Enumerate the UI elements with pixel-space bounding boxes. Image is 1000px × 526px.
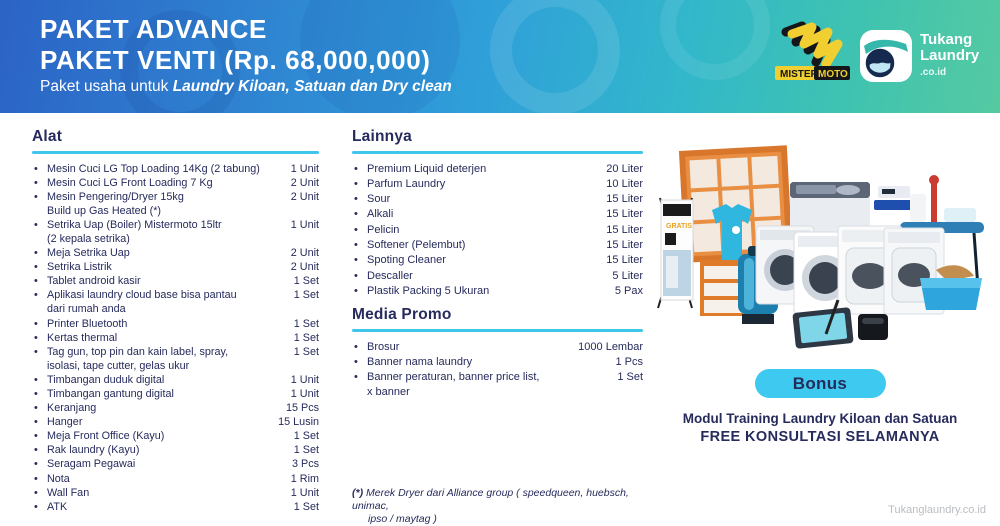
item-label: Mesin Cuci LG Top Loading 14Kg (2 tabung) (47, 162, 260, 175)
mistermoto-logo-icon (772, 20, 856, 86)
media-promo-item-list (352, 340, 643, 400)
bullet-icon: • (354, 162, 358, 175)
item-label: Parfum Laundry (367, 177, 446, 190)
section-lainnya (352, 128, 643, 299)
list-item (32, 260, 319, 274)
tukanglaundry-logo-icon (860, 30, 912, 82)
list-item (32, 443, 319, 457)
mistermoto-badge (775, 66, 850, 80)
bullet-icon: • (34, 388, 38, 400)
alat-item-list (32, 162, 319, 514)
subtitle-prefix: Paket usaha untuk (40, 78, 173, 95)
bullet-icon: • (34, 218, 38, 231)
section-alat (32, 128, 319, 514)
item-quantity: 2 Unit (290, 247, 319, 260)
item-label: Mesin Cuci LG Front Loading 7 Kg (47, 176, 213, 189)
item-quantity: 2 Unit (290, 261, 319, 274)
item-quantity: 1000 Lembar (578, 340, 643, 353)
bullet-icon: • (34, 416, 38, 429)
item-quantity: 15 Liter (606, 193, 643, 206)
bullet-icon: • (354, 193, 358, 206)
tukanglaundry-name-line2: Laundry (920, 46, 980, 64)
item-label: ATK (47, 500, 68, 513)
site-watermark: Tukanglaundry.co.id (888, 504, 986, 516)
section-rule (32, 151, 319, 154)
bullet-icon: • (34, 444, 38, 457)
list-item (32, 429, 319, 443)
bullet-icon: • (354, 284, 358, 297)
bullet-icon: • (34, 500, 38, 513)
item-label: Rak laundry (Kayu) (47, 444, 140, 457)
mistermoto-logo (772, 20, 856, 86)
item-quantity: 1 Unit (290, 218, 319, 231)
washer-door-decor-icon (490, 0, 620, 113)
list-item (32, 373, 319, 387)
bullet-icon: • (354, 177, 358, 190)
list-item (32, 288, 319, 316)
list-item (352, 269, 643, 284)
list-item (352, 284, 643, 299)
item-label: Seragam Pegawai (47, 458, 136, 471)
item-label: Timbangan gantung digital (47, 388, 174, 400)
list-item (32, 500, 319, 514)
list-item (352, 355, 643, 370)
item-quantity: 15 Liter (606, 238, 643, 251)
header-banner (0, 0, 1000, 113)
list-item (32, 176, 319, 190)
header-text-block (40, 14, 452, 96)
item-quantity: 3 Pcs (291, 458, 319, 471)
item-label: Setrika Uap (Boiler) Mistermoto 15ltr (2 kepala setrika) (47, 218, 222, 245)
bullet-icon: • (34, 162, 38, 175)
item-label: Banner nama laundry (367, 355, 473, 368)
bullet-icon: • (354, 238, 358, 251)
subtitle-emphasis: Laundry Kiloan, Satuan dan Dry clean (172, 78, 452, 95)
tukanglaundry-logo-text (920, 32, 979, 81)
item-label: Aplikasi laundry cloud base bisa pantau dari rumah anda (47, 289, 237, 316)
item-quantity: 1 Unit (290, 388, 319, 400)
item-quantity: 1 Unit (290, 162, 319, 175)
list-item (32, 401, 319, 415)
package-subtitle (40, 78, 452, 96)
item-label: Nota (47, 472, 70, 485)
item-quantity: 10 Liter (606, 177, 643, 190)
bullet-icon: • (34, 190, 38, 203)
bonus-text-line1: Modul Training Laundry Kiloan dan Satuan (682, 411, 958, 426)
section-alat-title: Alat (32, 128, 63, 145)
bullet-icon: • (354, 208, 358, 221)
section-lainnya-title: Lainnya (352, 128, 412, 145)
list-item (32, 345, 319, 373)
item-quantity: 1 Set (293, 317, 319, 330)
bullet-icon: • (354, 355, 358, 368)
footnote-marker: (*) (352, 487, 364, 499)
list-item (32, 472, 319, 486)
tukanglaundry-name-line1: Tukang (920, 30, 973, 48)
bullet-icon: • (34, 345, 38, 358)
bonus-badge: Bonus (755, 369, 886, 398)
x-banner-stand (658, 198, 693, 308)
item-label: Sour (367, 193, 391, 206)
tukanglaundry-logo (860, 28, 990, 84)
item-quantity: 5 Pax (614, 284, 643, 297)
bullet-icon: • (34, 176, 38, 189)
bullet-icon: • (34, 430, 38, 443)
list-item (352, 253, 643, 268)
thermal-printer (858, 314, 888, 340)
item-label: Mesin Pengering/Dryer 15kg Build up Gas Heated (*) (47, 190, 184, 217)
item-label: Wall Fan (47, 486, 90, 499)
item-quantity: 20 Liter (606, 162, 643, 175)
item-quantity: 1 Unit (290, 486, 319, 499)
item-label: Timbangan duduk digital (47, 373, 165, 386)
list-item (32, 190, 319, 218)
bullet-icon: • (34, 402, 38, 415)
item-label: Meja Setrika Uap (47, 247, 130, 260)
item-quantity: 1 Rim (290, 472, 319, 485)
svg-text:GRATIS: GRATIS (666, 223, 692, 230)
item-quantity: 15 Liter (606, 208, 643, 221)
right-panel (652, 138, 988, 445)
item-quantity: 1 Unit (290, 373, 319, 386)
list-item (32, 246, 319, 260)
section-rule (352, 329, 643, 332)
item-quantity: 15 Pcs (285, 402, 319, 415)
item-label: Brosur (367, 340, 400, 353)
item-label: Hanger (47, 416, 83, 429)
footnote (352, 487, 662, 526)
bullet-icon: • (354, 370, 358, 383)
bullet-icon: • (34, 289, 38, 302)
bullet-icon: • (34, 275, 38, 288)
section-media-promo-title: Media Promo (352, 306, 452, 323)
mistermoto-badge-right-text: MOTO (818, 69, 848, 80)
item-quantity: 1 Set (293, 345, 319, 358)
list-item (32, 331, 319, 345)
list-item (352, 207, 643, 222)
item-quantity: 1 Set (293, 275, 319, 288)
item-quantity: 1 Pcs (615, 355, 643, 368)
list-item (32, 218, 319, 246)
bullet-icon: • (354, 340, 358, 353)
item-quantity: 1 Set (293, 444, 319, 457)
item-quantity: 1 Set (617, 370, 643, 383)
bullet-icon: • (354, 269, 358, 282)
item-label: Softener (Pelembut) (367, 238, 466, 251)
item-label: Plastik Packing 5 Ukuran (367, 284, 490, 297)
item-label: Setrika Listrik (47, 261, 112, 274)
item-label: Tablet android kasir (47, 275, 141, 288)
item-quantity: 1 Set (293, 430, 319, 443)
footnote-line1 (352, 487, 662, 513)
footnote-line2: ipso / maytag ) (368, 513, 437, 525)
bullet-icon: • (34, 472, 38, 485)
list-item (352, 370, 643, 400)
item-quantity: 5 Liter (612, 269, 643, 282)
item-quantity: 15 Liter (606, 254, 643, 267)
laundry-equipment-collage-image (652, 138, 988, 356)
item-label: Descaller (367, 269, 413, 282)
section-media-promo (352, 306, 643, 400)
lainnya-item-list (352, 162, 643, 300)
mistermoto-badge-left-text: MISTER (780, 69, 818, 80)
list-item (32, 457, 319, 471)
bullet-icon: • (34, 261, 38, 274)
bullet-icon: • (354, 223, 358, 236)
list-item (32, 387, 319, 401)
digital-scale (874, 186, 914, 210)
item-quantity: 2 Unit (290, 190, 319, 203)
list-item (32, 415, 319, 429)
list-item (352, 192, 643, 207)
package-title-line2: PAKET VENTI (Rp. 68,000,000) (40, 45, 431, 75)
item-label: Premium Liquid deterjen (367, 162, 487, 175)
section-rule (352, 151, 643, 154)
item-quantity: 15 Liter (606, 223, 643, 236)
item-quantity: 1 Set (293, 500, 319, 513)
bullet-icon: • (34, 247, 38, 260)
bullet-icon: • (34, 373, 38, 386)
item-label: Pelicin (367, 223, 400, 236)
item-quantity: 1 Set (293, 331, 319, 344)
item-label: Meja Front Office (Kayu) (47, 430, 165, 443)
item-label: Alkali (367, 208, 394, 221)
list-item (32, 274, 319, 288)
list-item (352, 162, 643, 177)
bullet-icon: • (34, 317, 38, 330)
item-label: Keranjang (47, 402, 97, 415)
list-item (32, 486, 319, 500)
item-label: Printer Bluetooth (47, 317, 128, 330)
bullet-icon: • (34, 486, 38, 499)
bullet-icon: • (34, 458, 38, 471)
list-item (32, 317, 319, 331)
list-item (352, 340, 643, 355)
list-item (32, 162, 319, 176)
bullet-icon: • (354, 254, 358, 267)
package-title-line1: PAKET ADVANCE (40, 14, 267, 44)
footnote-text1: Merek Dryer dari Alliance group ( speedqueen, huebsch, unimac, (352, 487, 629, 512)
washer-door-decor-icon (660, 0, 770, 80)
item-label: Kertas thermal (47, 331, 118, 344)
bonus-text-line2: FREE KONSULTASI SELAMANYA (700, 429, 940, 445)
item-label: Tag gun, top pin dan kain label, spray, isolasi, tape cutter, gelas ukur (47, 345, 229, 372)
item-label: Spoting Cleaner (367, 254, 446, 267)
item-quantity: 15 Lusin (278, 416, 319, 429)
list-item (352, 223, 643, 238)
bullet-icon: • (34, 331, 38, 344)
list-item (352, 177, 643, 192)
item-label: Banner peraturan, banner price list, x banner (367, 370, 540, 398)
item-quantity: 2 Unit (290, 176, 319, 189)
tukanglaundry-domain: .co.id (920, 66, 947, 78)
item-quantity: 1 Set (293, 289, 319, 302)
list-item (352, 238, 643, 253)
